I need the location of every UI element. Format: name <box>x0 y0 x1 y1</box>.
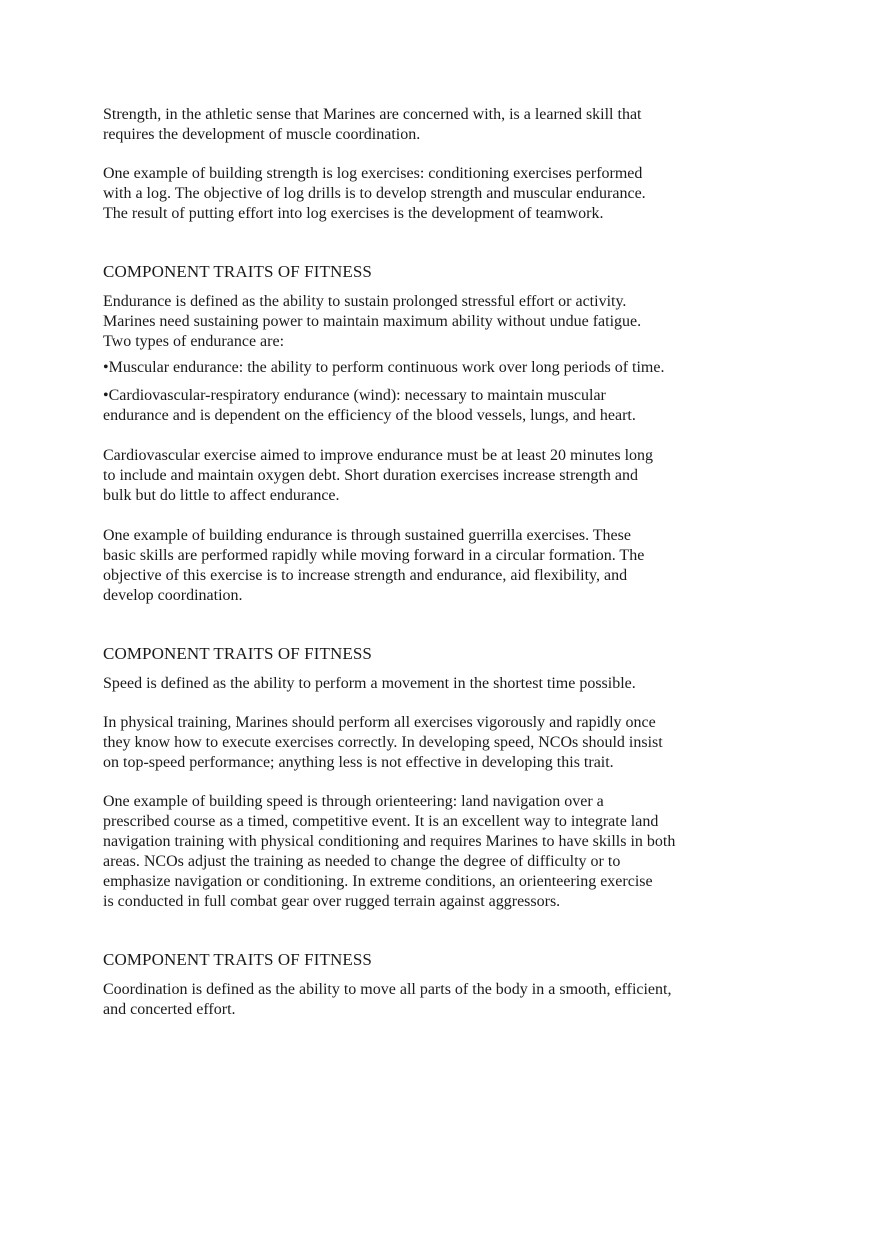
bullet-cardiovascular-endurance: •Cardiovascular-respiratory endurance (wind): necessary to maintain muscular endurance and is dependent on the efficiency of the blood vessels, lungs, and heart. <box>103 387 636 424</box>
section-heading-speed: COMPONENT TRAITS OF FITNESS <box>103 644 372 663</box>
intro-paragraph-strength: Strength, in the athletic sense that Marines are concerned with, is a learned skill that requires the development of muscle coordination. <box>103 106 642 143</box>
speed-definition-paragraph: Speed is defined as the ability to perform a movement in the shortest time possible. <box>103 675 636 692</box>
section-heading-coordination: COMPONENT TRAITS OF FITNESS <box>103 950 372 969</box>
intro-paragraph-log-exercises: One example of building strength is log exercises: conditioning exercises performed with a log. The objective of log drills is to develop strength and muscular endurance. The result of putting effort into log exercises is the development of teamwork. <box>103 165 646 222</box>
section-heading-endurance: COMPONENT TRAITS OF FITNESS <box>103 262 372 281</box>
bullet-muscular-endurance: •Muscular endurance: the ability to perform continuous work over long periods of time. <box>103 359 665 376</box>
cardiovascular-exercise-paragraph: Cardiovascular exercise aimed to improve endurance must be at least 20 minutes long to include and maintain oxygen debt. Short duration exercises increase strength and bulk but do little to affect endurance. <box>103 447 654 504</box>
document-page <box>103 105 743 1020</box>
physical-training-paragraph: In physical training, Marines should perform all exercises vigorously and rapidly once they know how to execute exercises correctly. In developing speed, NCOs should insist on top-speed performance; anything less is not effective in developing this trait. <box>103 714 663 771</box>
endurance-definition-paragraph: Endurance is defined as the ability to sustain prolonged stressful effort or activity. Marines need sustaining power to maintain maximum ability without undue fatigue. Two types of endurance are: <box>103 293 642 350</box>
guerrilla-exercises-paragraph: One example of building endurance is through sustained guerrilla exercises. These basic skills are performed rapidly while moving forward in a circular formation. The objective of this exercise is to increase strength and endurance, aid flexibility, and develop coordination. <box>103 527 645 604</box>
orienteering-paragraph: One example of building speed is through orienteering: land navigation over a prescribed course as a timed, competitive event. It is an excellent way to integrate land navigation training with physical conditioning and requires Marines to have skills in both areas. NCOs adjust the training as needed to change the degree of difficulty or to emphasize navigation or conditioning. In extreme conditions, an orienteering exercise is conducted in full combat gear over rugged terrain against aggressors. <box>103 793 676 910</box>
coordination-definition-paragraph: Coordination is defined as the ability to move all parts of the body in a smooth, efficient, and concerted effort. <box>103 981 672 1018</box>
